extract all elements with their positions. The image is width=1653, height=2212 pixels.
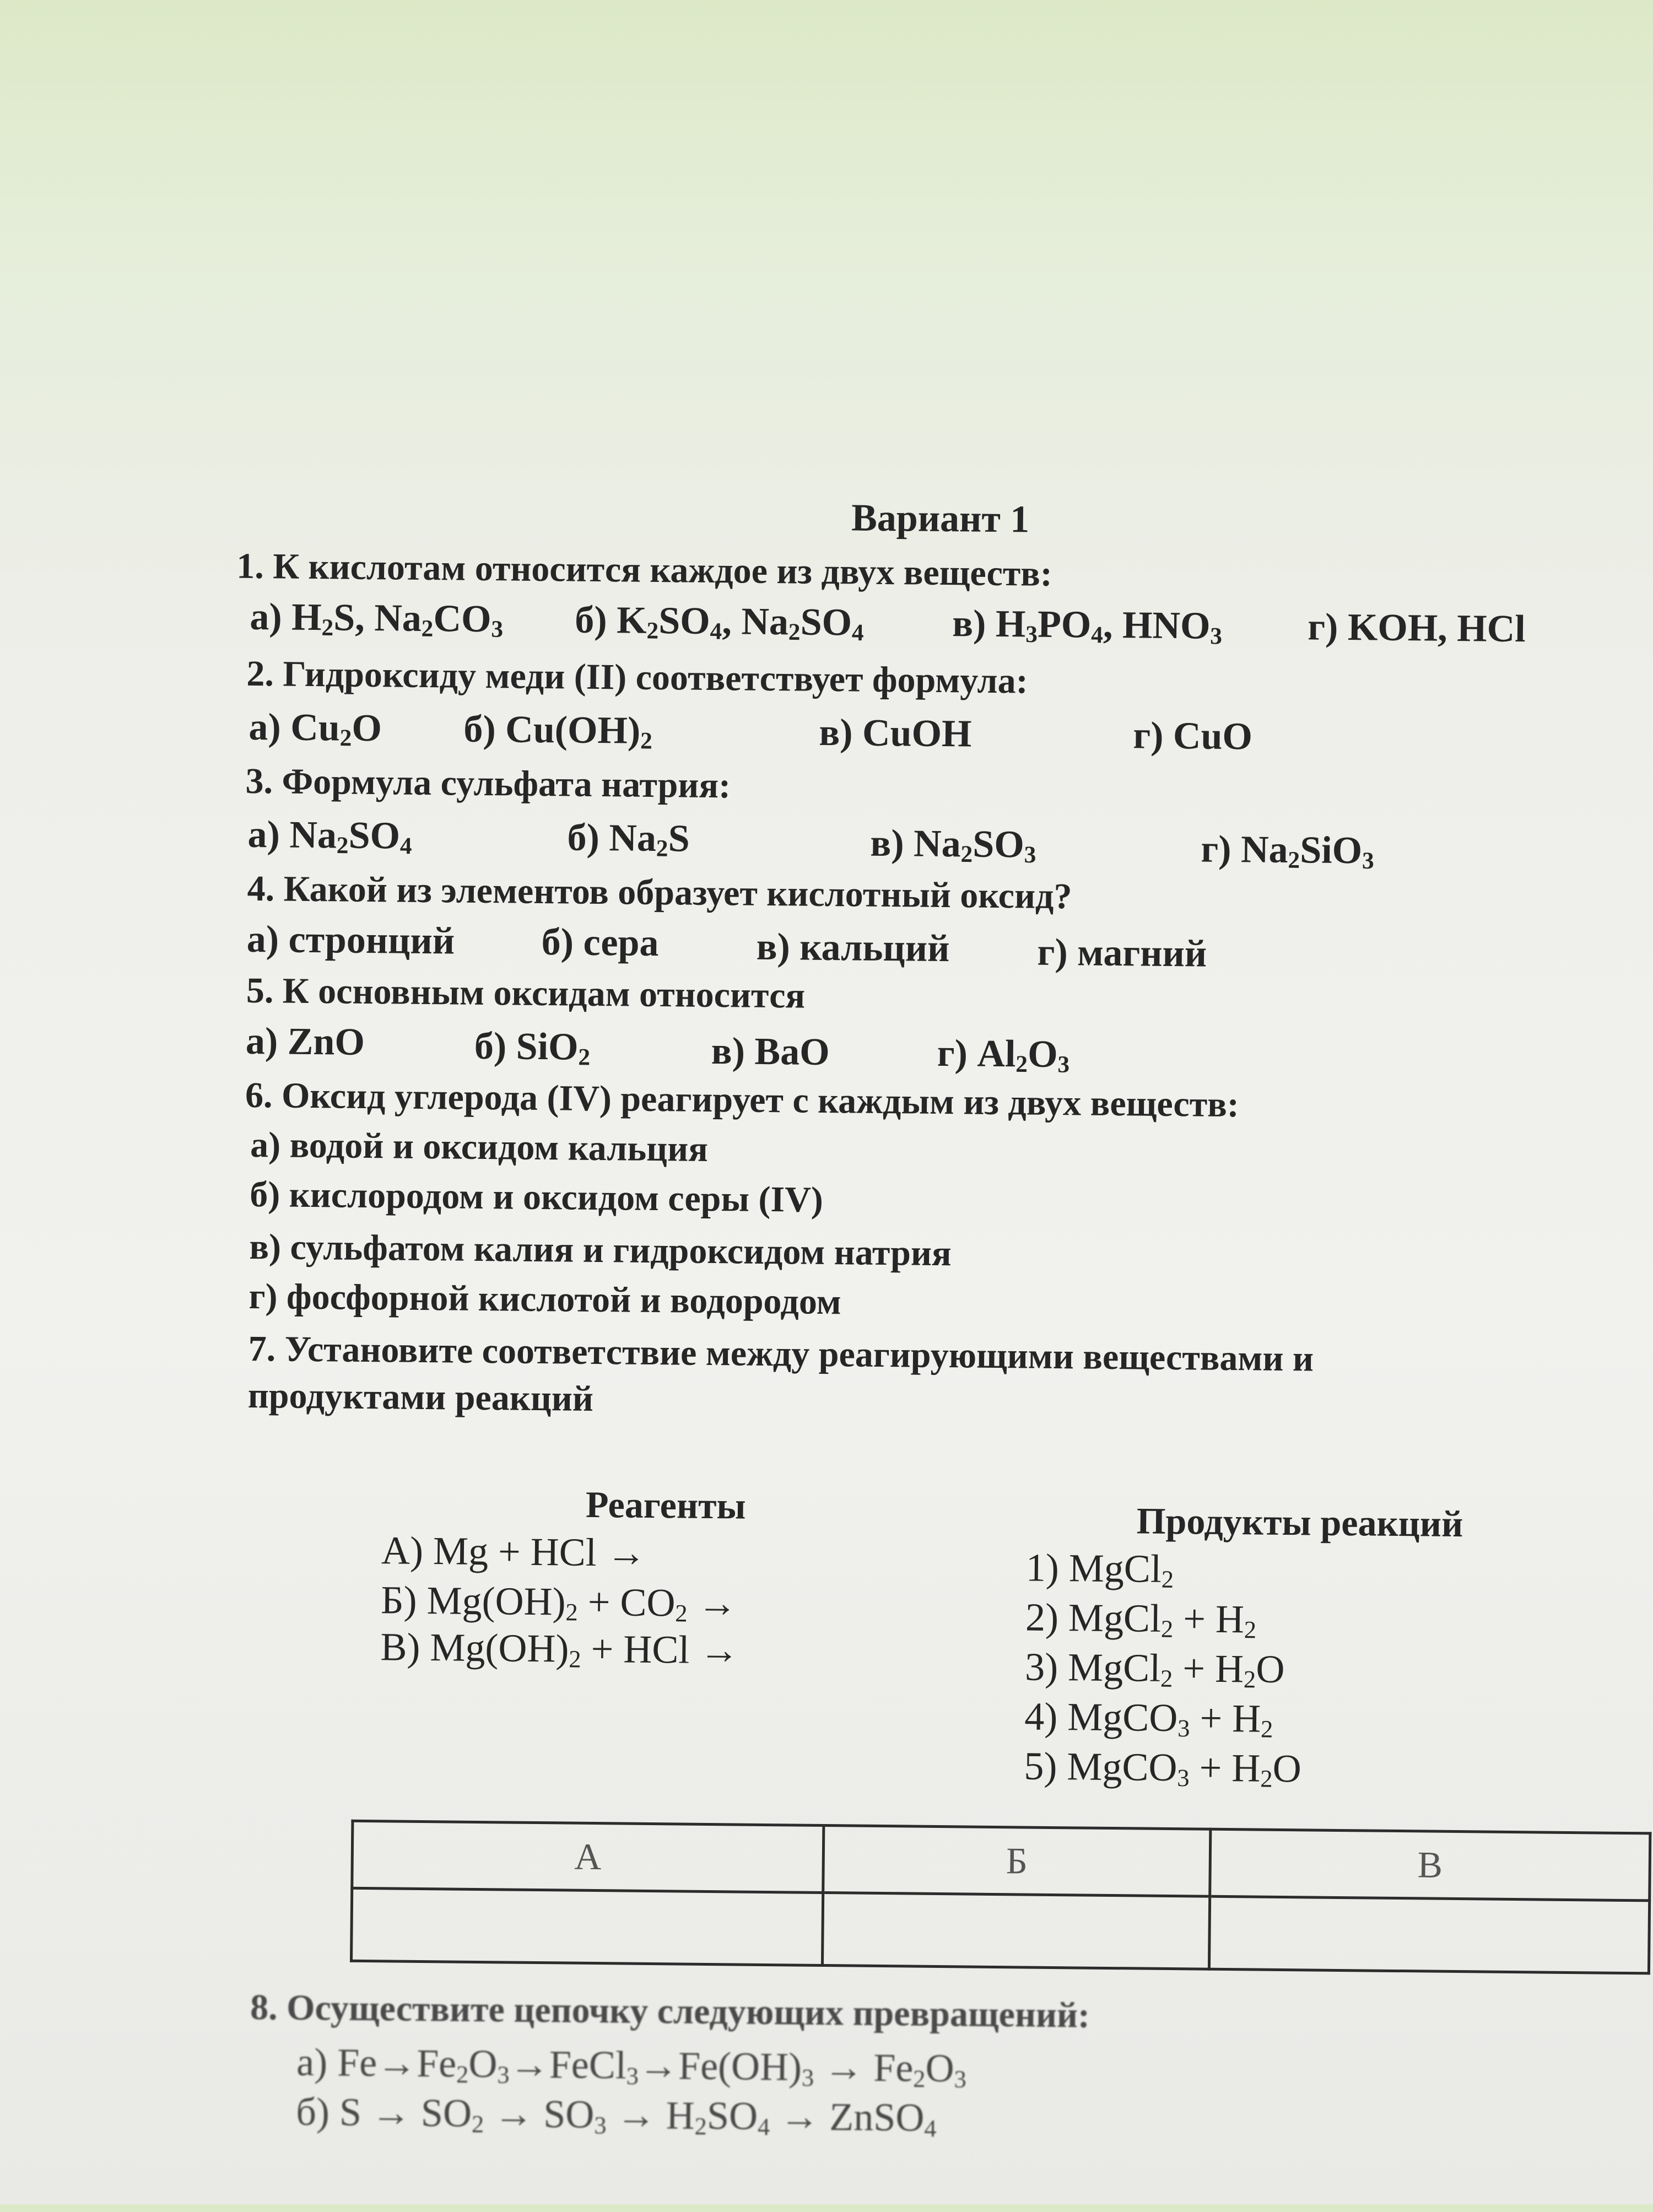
chain-b: б) $S \to SO_2 \to SO_3 \to H_2SO_4$ → ZnSO$_4$ (295, 2089, 937, 2142)
question-7: 7. Установите соответствие между реагирующими веществами и (248, 1328, 1314, 1379)
q6-option-v: в) сульфатом калия и гидроксидом натрия (249, 1226, 952, 1274)
q3-option-a-formula: $Na_2SO_4$ (289, 813, 412, 860)
reagent-b-formula: $Mg(OH)_2 + CO_2$ → (426, 1578, 738, 1627)
reagents-heading: Реагенты (585, 1483, 746, 1527)
reagent-v-formula: $Mg(OH)_2$ + HCl → (430, 1625, 739, 1673)
page-title: Вариант 1 (851, 497, 1030, 541)
q2-option-b: б) $Cu(OH)_2$ (463, 708, 653, 754)
product-1: 1) MgCl$_2$ (1025, 1545, 1174, 1593)
q2-option-a-formula: $Cu_2O$ (290, 706, 382, 752)
q5-option-b: б) SiO$_2$ (474, 1024, 591, 1071)
q4-option-g: г) магний (1037, 931, 1207, 975)
question-6: 6. Оксид углерода (IV) реагирует с каждым из двух веществ: (245, 1075, 1240, 1125)
chain-b-formula: $S \to SO_2 \to SO_3 \to H_2SO_4$ → ZnSO$_4$ (339, 2090, 937, 2142)
question-3: 3. Формула сульфата натрия: (245, 760, 731, 806)
q4-option-b: б) сера (541, 921, 659, 965)
product-1-formula: MgCl$_2$ (1068, 1546, 1174, 1593)
question-5: 5. К основным оксидам относится (246, 970, 806, 1016)
q6-option-b: б) кислородом и оксидом серы (IV) (249, 1174, 824, 1220)
answer-cell-v[interactable] (1209, 1896, 1649, 1973)
answer-cell-b[interactable] (823, 1893, 1210, 1970)
q3-option-b: б) $Na_2S$ (567, 816, 690, 862)
answer-table-header-v: В (1210, 1829, 1650, 1901)
q6-option-g: г) фосфорной кислотой и водородом (249, 1276, 842, 1323)
q3-option-g: г) $Na_2SiO_3$ (1201, 828, 1374, 875)
product-5: 5) MgCO$_3$ + $H_2O$ (1024, 1744, 1302, 1793)
products-heading: Продукты реакций (1136, 1499, 1463, 1545)
q1-option-g: г) KOH, HCl (1307, 606, 1526, 651)
q1-option-v-formula: $H_3PO_4$, $HNO_3$ (995, 602, 1223, 650)
reagent-a-formula: Mg + HCl → (433, 1529, 647, 1575)
product-3-formula: MgCl$_2$ + $H_2O$ (1067, 1645, 1285, 1693)
product-3: 3) MgCl$_2$ + $H_2O$ (1024, 1644, 1285, 1693)
question-2: 2. Гидроксиду меди (II) соответствует формула: (246, 653, 1028, 702)
q5-option-a: а) ZnO (245, 1019, 365, 1064)
q2-option-g-formula: CuO (1173, 715, 1253, 758)
product-4-formula: MgCO$_3$ + $H_2$ (1067, 1695, 1273, 1743)
answer-cell-a[interactable] (352, 1888, 823, 1965)
q3-option-v-formula: $Na_2SO_3$ (913, 822, 1036, 868)
q5-option-v: в) BaO (711, 1029, 830, 1074)
question-7-line2: продуктами реакций (247, 1375, 594, 1419)
q4-option-a: а) стронций (246, 918, 455, 963)
q5-option-a-formula: ZnO (287, 1020, 365, 1064)
q1-option-a-formula: $H_2S$, $Na_2CO_3$ (291, 596, 504, 643)
q3-option-b-formula: $Na_2S$ (609, 817, 690, 862)
q1-option-b: б) $K_2SO_4$, $Na_2SO_4$ (575, 598, 864, 646)
q2-option-b-formula: $Cu(OH)_2$ (505, 708, 653, 754)
product-2-formula: MgCl$_2$ + $H_2$ (1068, 1595, 1257, 1644)
question-4: 4. Какой из элементов образует кислотный оксид? (247, 868, 1072, 917)
q1-option-a: а) $H_2S$, $Na_2CO_3$ (250, 595, 504, 643)
chain-a: а) $Fe\to Fe_2O_3\to FeCl_3\to Fe(OH)_3 \to Fe_2O_3$ (296, 2040, 967, 2093)
q5-option-b-formula: SiO$_2$ (516, 1025, 591, 1071)
product-2: 2) MgCl$_2$ + $H_2$ (1025, 1595, 1257, 1644)
q3-option-a: а) $Na_2SO_4$ (247, 813, 412, 860)
answer-table-header-a: А (352, 1821, 824, 1892)
q1-option-g-formula: KOH, HCl (1347, 606, 1526, 651)
q2-option-v: в) CuOH (819, 711, 972, 756)
q1-option-v: в) $H_3PO_4$, $HNO_3$ (952, 602, 1223, 650)
reagent-a: А) Mg + HCl → (381, 1528, 647, 1575)
q4-option-v: в) кальций (756, 925, 950, 970)
chain-a-formula: $Fe\to Fe_2O_3\to FeCl_3\to Fe(OH)_3 \to Fe_2O_3$ (337, 2040, 967, 2093)
reagent-v: В) $Mg(OH)_2$ + HCl → (380, 1625, 739, 1673)
q6-option-a: а) водой и оксидом кальция (250, 1124, 709, 1169)
question-1: 1. К кислотам относится каждое из двух веществ: (236, 546, 1053, 594)
product-4: 4) MgCO$_3$ + $H_2$ (1024, 1694, 1273, 1743)
product-5-formula: MgCO$_3$ + $H_2O$ (1067, 1744, 1302, 1793)
answer-table-header-b: Б (823, 1826, 1211, 1897)
q2-option-a: а) $Cu_2O$ (249, 705, 382, 752)
q2-option-g: г) CuO (1133, 714, 1253, 758)
reagent-b: Б) $Mg(OH)_2 + CO_2$ → (380, 1578, 738, 1627)
q1-option-b-formula: $K_2SO_4$, $Na_2SO_4$ (616, 599, 864, 646)
answer-table (350, 1820, 1651, 1975)
question-8: 8. Осуществите цепочку следующих превращений: (250, 1987, 1090, 2036)
q5-option-g-formula: $Al_2O_3$ (977, 1032, 1070, 1078)
q3-option-v: в) $Na_2SO_3$ (870, 822, 1036, 868)
q5-option-g: г) $Al_2O_3$ (937, 1032, 1070, 1078)
q5-option-v-formula: BaO (754, 1030, 830, 1074)
q3-option-g-formula: $Na_2SiO_3$ (1240, 828, 1374, 875)
q2-option-v-formula: CuOH (862, 711, 972, 756)
